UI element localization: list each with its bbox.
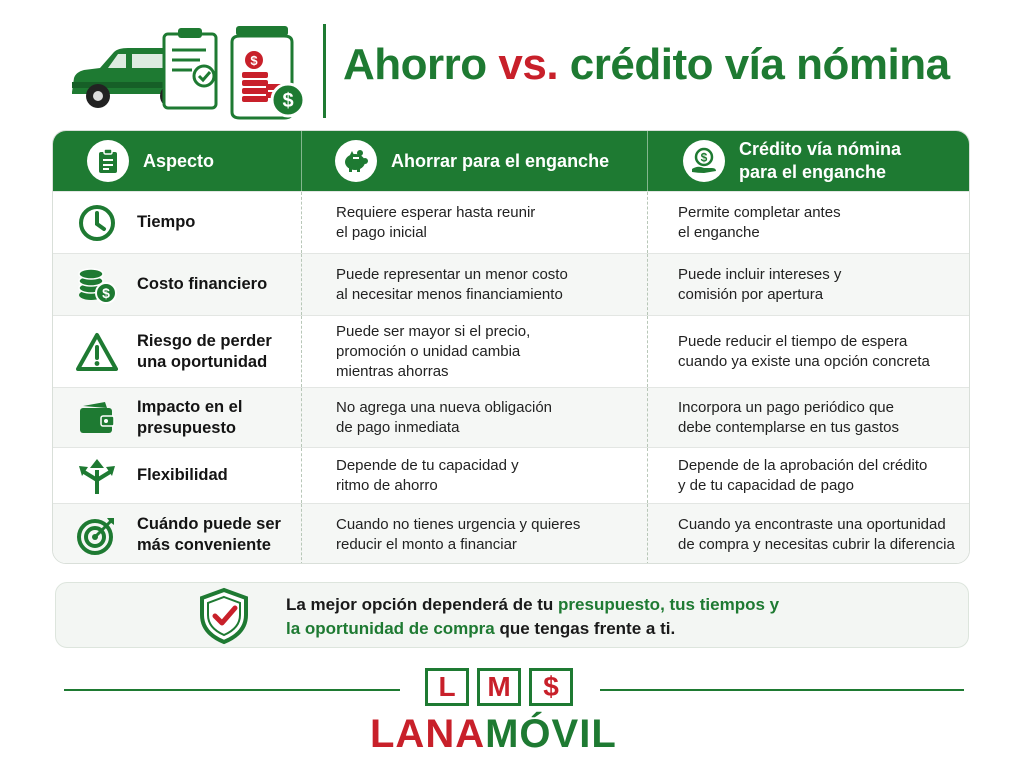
svg-text:$: $ <box>102 284 110 301</box>
ahorro-text: Requiere esperar hasta reunir el pago inicial <box>336 203 536 241</box>
credito-cell <box>647 192 970 253</box>
credito-text: Permite completar antes el enganche <box>678 203 841 241</box>
table-row <box>53 315 970 387</box>
credito-text: Incorpora un pago periódico que debe contemplarse en tus gastos <box>678 398 899 436</box>
aspect-label: Cuándo puede ser más conveniente <box>137 514 281 554</box>
aspect-cell <box>53 254 301 315</box>
aspect-label: Tiempo <box>137 213 196 231</box>
column-header-ahorro <box>335 131 647 191</box>
table-row <box>53 447 970 503</box>
ahorro-text: Puede ser mayor si el precio, promoción o unidad cambia mientras ahorras <box>336 322 531 380</box>
credito-cell <box>647 316 970 387</box>
credito-cell <box>647 254 970 315</box>
page-title: Ahorro vs. crédito vía nómina <box>343 40 950 89</box>
aspect-label: Flexibilidad <box>137 466 228 484</box>
credito-cell <box>647 504 970 564</box>
credito-text: Puede incluir intereses y comisión por apertura <box>678 265 842 303</box>
ahorro-cell <box>301 448 647 503</box>
clock-icon <box>75 201 119 245</box>
ahorro-cell <box>301 388 647 447</box>
ahorro-text: Depende de tu capacidad y ritmo de ahorro <box>336 456 519 494</box>
coins-icon <box>75 263 119 307</box>
table-header <box>53 131 970 191</box>
target-icon <box>75 513 119 557</box>
ahorro-text: Cuando no tienes urgencia y quieres reducir el monto a financiar <box>336 515 581 553</box>
ahorro-cell <box>301 504 647 564</box>
table-row <box>53 387 970 447</box>
hand-coin-icon <box>683 140 725 182</box>
ahorro-cell <box>301 254 647 315</box>
svg-text:$: $ <box>282 90 294 112</box>
aspect-cell <box>53 504 301 564</box>
aspect-cell <box>53 192 301 253</box>
ahorro-text: No agrega una nueva obligación de pago inmediata <box>336 398 552 436</box>
logo-letter: L <box>425 668 469 706</box>
svg-text:$: $ <box>250 53 258 68</box>
wallet-icon <box>75 396 119 440</box>
aspect-label: Impacto en el presupuesto <box>137 397 243 437</box>
credito-text: Puede reducir el tiempo de espera cuando ya existe una opción concreta <box>678 332 930 370</box>
checklist-clipboard-icon <box>164 28 216 108</box>
aspect-label: Costo financiero <box>137 275 268 293</box>
logo-letter: M <box>477 668 521 706</box>
table-row <box>53 253 970 315</box>
header <box>0 0 1024 130</box>
conclusion-note <box>55 582 969 648</box>
warning-icon <box>75 330 119 374</box>
aspect-label: Riesgo de perder una oportunidad <box>137 331 272 371</box>
ahorro-cell <box>301 192 647 253</box>
aspect-cell <box>53 316 301 387</box>
column-header-aspecto <box>87 131 301 191</box>
header-divider <box>323 24 326 118</box>
column-header-label: Ahorrar para el enganche <box>391 150 610 171</box>
comparison-table <box>52 130 970 564</box>
credito-text: Depende de la aprobación del crédito y de tu capacidad de pago <box>678 456 928 494</box>
savings-jar-icon <box>232 26 304 118</box>
table-row <box>53 191 970 253</box>
logo-wordmark: LANAMÓVIL <box>370 712 617 756</box>
conclusion-text: La mejor opción dependerá de tu presupuesto, tus tiempos y la oportunidad de compra que tengas frente a ti. <box>286 595 780 638</box>
logo-letter: $ <box>529 668 573 706</box>
aspect-cell <box>53 448 301 503</box>
credito-cell <box>647 388 970 447</box>
clipboard-icon <box>87 140 129 182</box>
column-header-credito <box>683 131 970 191</box>
table-row <box>53 503 970 564</box>
credito-cell <box>647 448 970 503</box>
svg-text:$: $ <box>700 150 708 165</box>
footer-divider-left <box>64 689 400 691</box>
ahorro-cell <box>301 316 647 387</box>
ahorro-text: Puede representar un menor costo al necesitar menos financiamiento <box>336 265 568 303</box>
aspect-cell <box>53 388 301 447</box>
credito-text: Cuando ya encontraste una oportunidad de compra y necesitas cubrir la diferencia <box>678 515 955 553</box>
piggy-bank-icon <box>335 140 377 182</box>
column-header-label: Aspecto <box>143 150 215 171</box>
footer-divider-right <box>600 689 964 691</box>
shield-check-icon <box>196 587 252 645</box>
header-illustration <box>66 20 316 120</box>
column-header-label: Crédito vía nómina para el enganche <box>739 139 902 182</box>
logo-mark <box>425 668 573 708</box>
flexibility-arrows-icon <box>75 454 119 498</box>
